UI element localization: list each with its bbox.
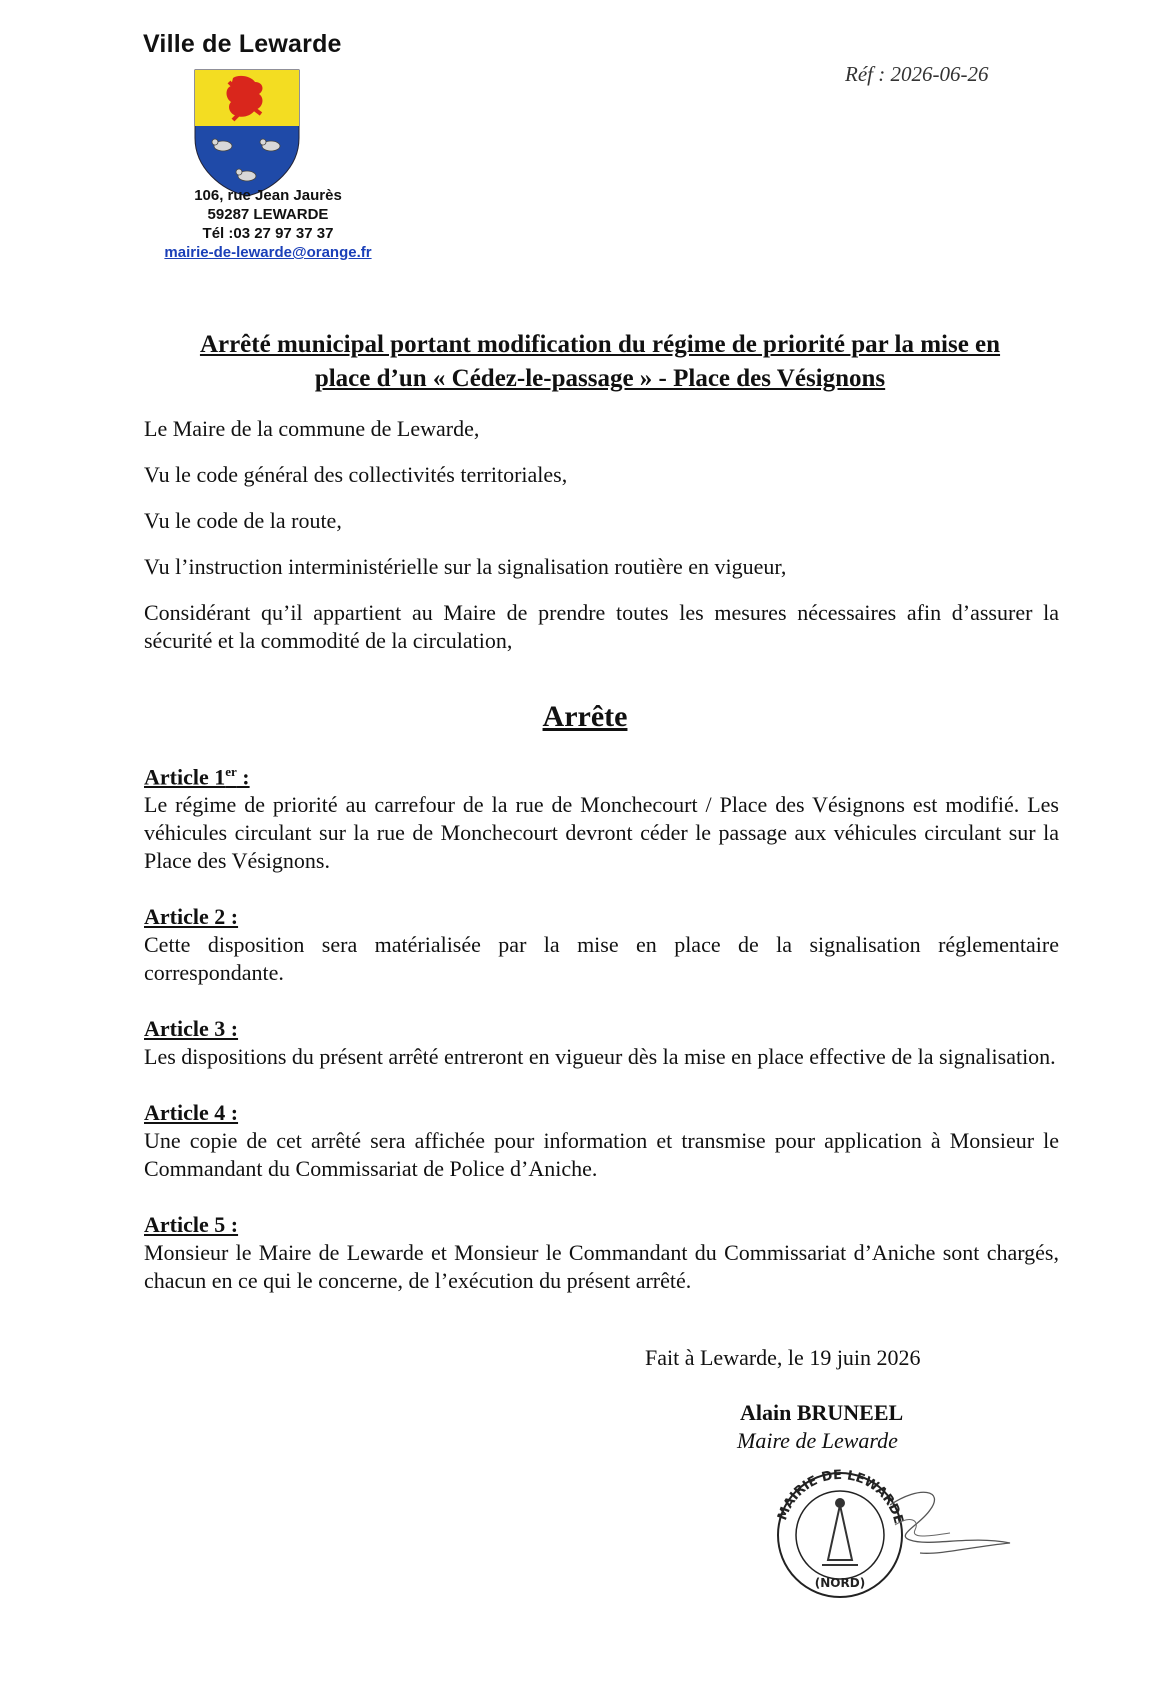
official-stamp-icon xyxy=(770,1465,1020,1600)
article-5 xyxy=(144,1211,1059,1295)
article-heading: Article 4 : xyxy=(144,1100,239,1126)
article-2 xyxy=(144,903,1059,987)
article-text: Une copie de cet arrêté sera affichée pour information et transmise pour application à Monsieur le Commandant du Commissariat de Police d’Aniche. xyxy=(144,1128,1059,1182)
coat-of-arms-icon xyxy=(193,68,301,198)
document-title xyxy=(145,328,1055,396)
place-and-date: Fait à Lewarde, le 19 juin 2026 xyxy=(645,1345,921,1370)
preamble-line: Le Maire de la commune de Lewarde, xyxy=(144,416,480,441)
title-line-2: place d’un « Cédez-le-passage » - Place des Vésignons xyxy=(314,365,886,392)
svg-text:MAIRIE DE LEWARDE xyxy=(775,1468,906,1526)
article-text: Cette disposition sera matérialisée par la mise en place de la signalisation réglementaire correspondante. xyxy=(144,932,1059,986)
decision-heading: Arrête xyxy=(542,700,628,733)
preamble xyxy=(144,415,1059,673)
preamble-line: Considérant qu’il appartient au Maire de prendre toutes les mesures nécessaires afin d’assurer la sécurité et la commodité de la circulation, xyxy=(144,600,1059,653)
stamp-ring-text: MAIRIE DE LEWARDE xyxy=(775,1467,906,1526)
reference-number: Réf : 2026-06-26 xyxy=(845,62,989,86)
signer-name: Alain BRUNEEL xyxy=(740,1400,904,1425)
article-4 xyxy=(144,1099,1059,1183)
title-line-1: Arrêté municipal portant modification du régime de priorité par la mise en xyxy=(199,331,1001,358)
article-heading: Article 5 : xyxy=(144,1212,239,1238)
article-text: Monsieur le Maire de Lewarde et Monsieur le Commandant du Commissariat d’Aniche sont chargés, chacun en ce qui le concerne, de l’exécution du présent arrêté. xyxy=(144,1240,1059,1294)
address-block xyxy=(143,186,393,262)
article-heading: Article 1er : xyxy=(144,764,250,790)
stamp-bottom-text: (NORD) xyxy=(814,1576,866,1590)
preamble-line: Vu le code de la route, xyxy=(144,508,342,533)
email-link[interactable]: mairie-de-lewarde@orange.fr xyxy=(164,244,372,261)
preamble-line: Vu le code général des collectivités territoriales, xyxy=(144,462,568,487)
phone-number: Tél :03 27 97 37 37 xyxy=(202,225,334,242)
town-name: Ville de Lewarde xyxy=(143,30,342,58)
article-text: Les dispositions du présent arrêté entreront en vigueur dès la mise en place effective de la signalisation. xyxy=(144,1044,1056,1070)
preamble-line: Vu l’instruction interministérielle sur la signalisation routière en vigueur, xyxy=(144,554,787,579)
letterhead xyxy=(143,30,393,261)
article-3 xyxy=(144,1015,1059,1071)
address-city: 59287 LEWARDE xyxy=(207,206,329,223)
articles xyxy=(144,758,1059,1323)
article-heading: Article 2 : xyxy=(144,904,239,930)
article-text: Le régime de priorité au carrefour de la rue de Monchecourt / Place des Vésignons est modifié. Les véhicules circulant sur la rue de Monchecourt devront céder le passage aux véhicules circulant sur la Place des Vésignons. xyxy=(144,792,1059,874)
signer-role: Maire de Lewarde xyxy=(737,1428,898,1453)
address-street: 106, rue Jean Jaurès xyxy=(194,187,342,204)
article-heading: Article 3 : xyxy=(144,1016,239,1042)
article-1 xyxy=(144,758,1059,875)
